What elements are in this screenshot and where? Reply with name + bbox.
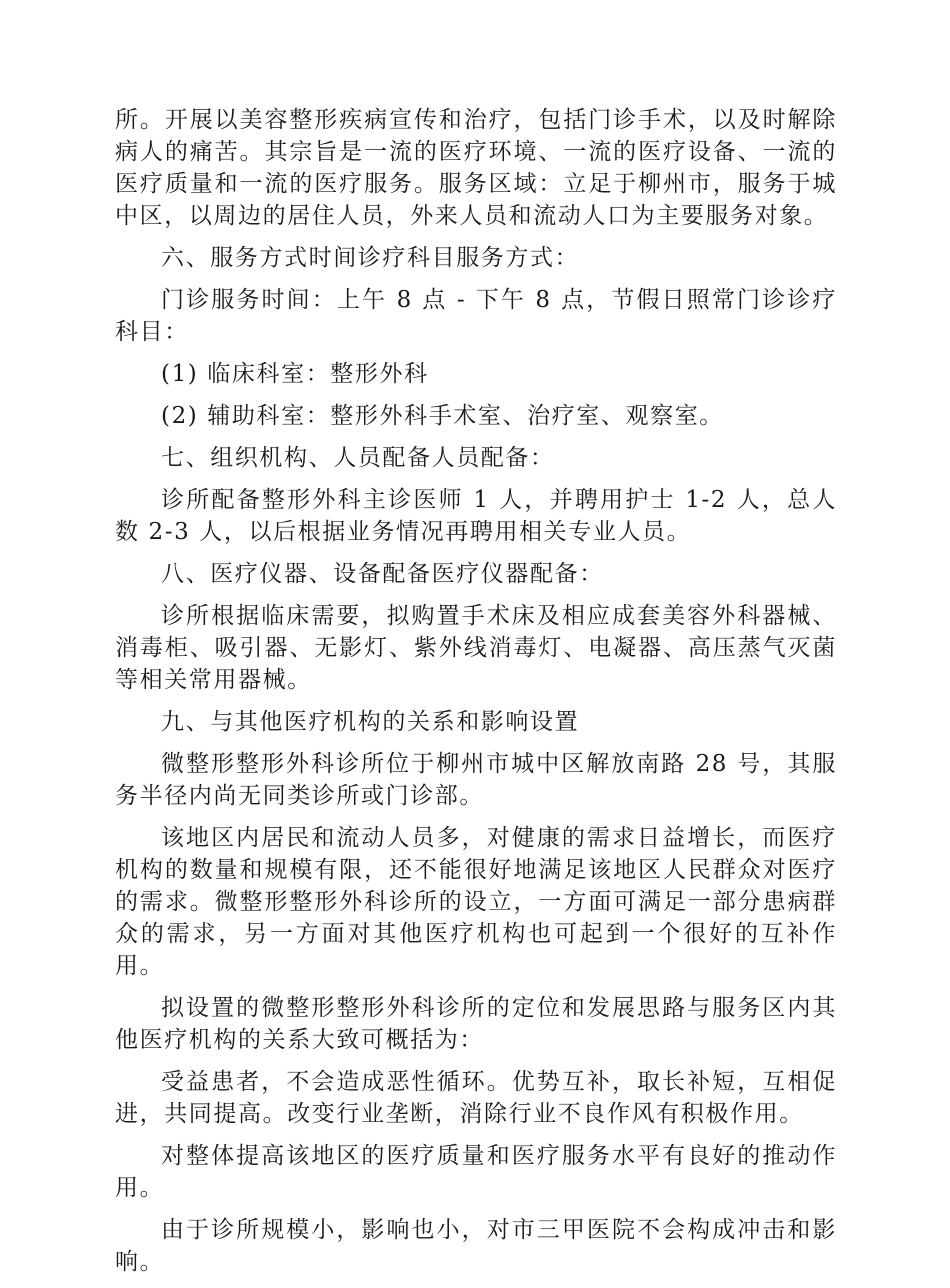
document-body: [115, 104, 837, 1288]
paragraph-location: 微整形整形外科诊所位于柳州市城中区解放南路 28 号，其服务半径内尚无同类诊所或门诊部。: [115, 751, 837, 809]
paragraph-staffing: 诊所配备整形外科主诊医师 1 人，并聘用护士 1-2 人，总人数 2-3 人，以后根据业务情况再聘用相关专业人员。: [115, 487, 837, 545]
section-heading-organization: 七、组织机构、人员配备人员配备：: [161, 445, 555, 471]
paragraph-demand: 该地区内居民和流动人员多，对健康的需求日益增长，而医疗机构的数量和规模有限，还不能很好地满足该地区人民群众对医疗的需求。微整形整形外科诊所的设立，一方面可满足一部分患病群众的需求，另一方面对其他医疗机构也可起到一个很好的互补作用。: [115, 825, 837, 979]
list-item-clinical-dept: (1) 临床科室：整形外科: [161, 361, 429, 387]
paragraph-quality: 对整体提高该地区的医疗质量和医疗服务水平有良好的推动作用。: [115, 1143, 837, 1201]
paragraph-clinic-hours: 门诊服务时间：上午 8 点 - 下午 8 点，节假日照常门诊诊疗科目：: [115, 287, 837, 345]
section-heading-relations: 九、与其他医疗机构的关系和影响设置: [161, 709, 580, 735]
section-heading-service-mode: 六、服务方式时间诊疗科目服务方式：: [161, 245, 580, 271]
paragraph-impact: 由于诊所规模小，影响也小，对市三甲医院不会构成冲击和影响。: [115, 1217, 837, 1275]
paragraph-equipment: 诊所根据临床需要，拟购置手术床及相应成套美容外科器械、消毒柜、吸引器、无影灯、紫外线消毒灯、电凝器、高压蒸气灭菌等相关常用器械。: [115, 603, 837, 693]
paragraph-continuation: 所。开展以美容整形疾病宣传和治疗，包括门诊手术，以及时解除病人的痛苦。其宗旨是一流的医疗环境、一流的医疗设备、一流的医疗质量和一流的医疗服务。服务区域：立足于柳州市，服务于城中区，以周边的居住人员，外来人员和流动人口为主要服务对象。: [115, 107, 837, 229]
paragraph-positioning: 拟设置的微整形整形外科诊所的定位和发展思路与服务区内其他医疗机构的关系大致可概括为：: [115, 995, 837, 1053]
paragraph-benefits: 受益患者，不会造成恶性循环。优势互补，取长补短，互相促进，共同提高。改变行业垄断，消除行业不良作风有积极作用。: [115, 1069, 837, 1127]
section-heading-equipment: 八、医疗仪器、设备配备医疗仪器配备：: [161, 561, 604, 587]
list-item-auxiliary-dept: (2) 辅助科室：整形外科手术室、治疗室、观察室。: [161, 403, 724, 429]
